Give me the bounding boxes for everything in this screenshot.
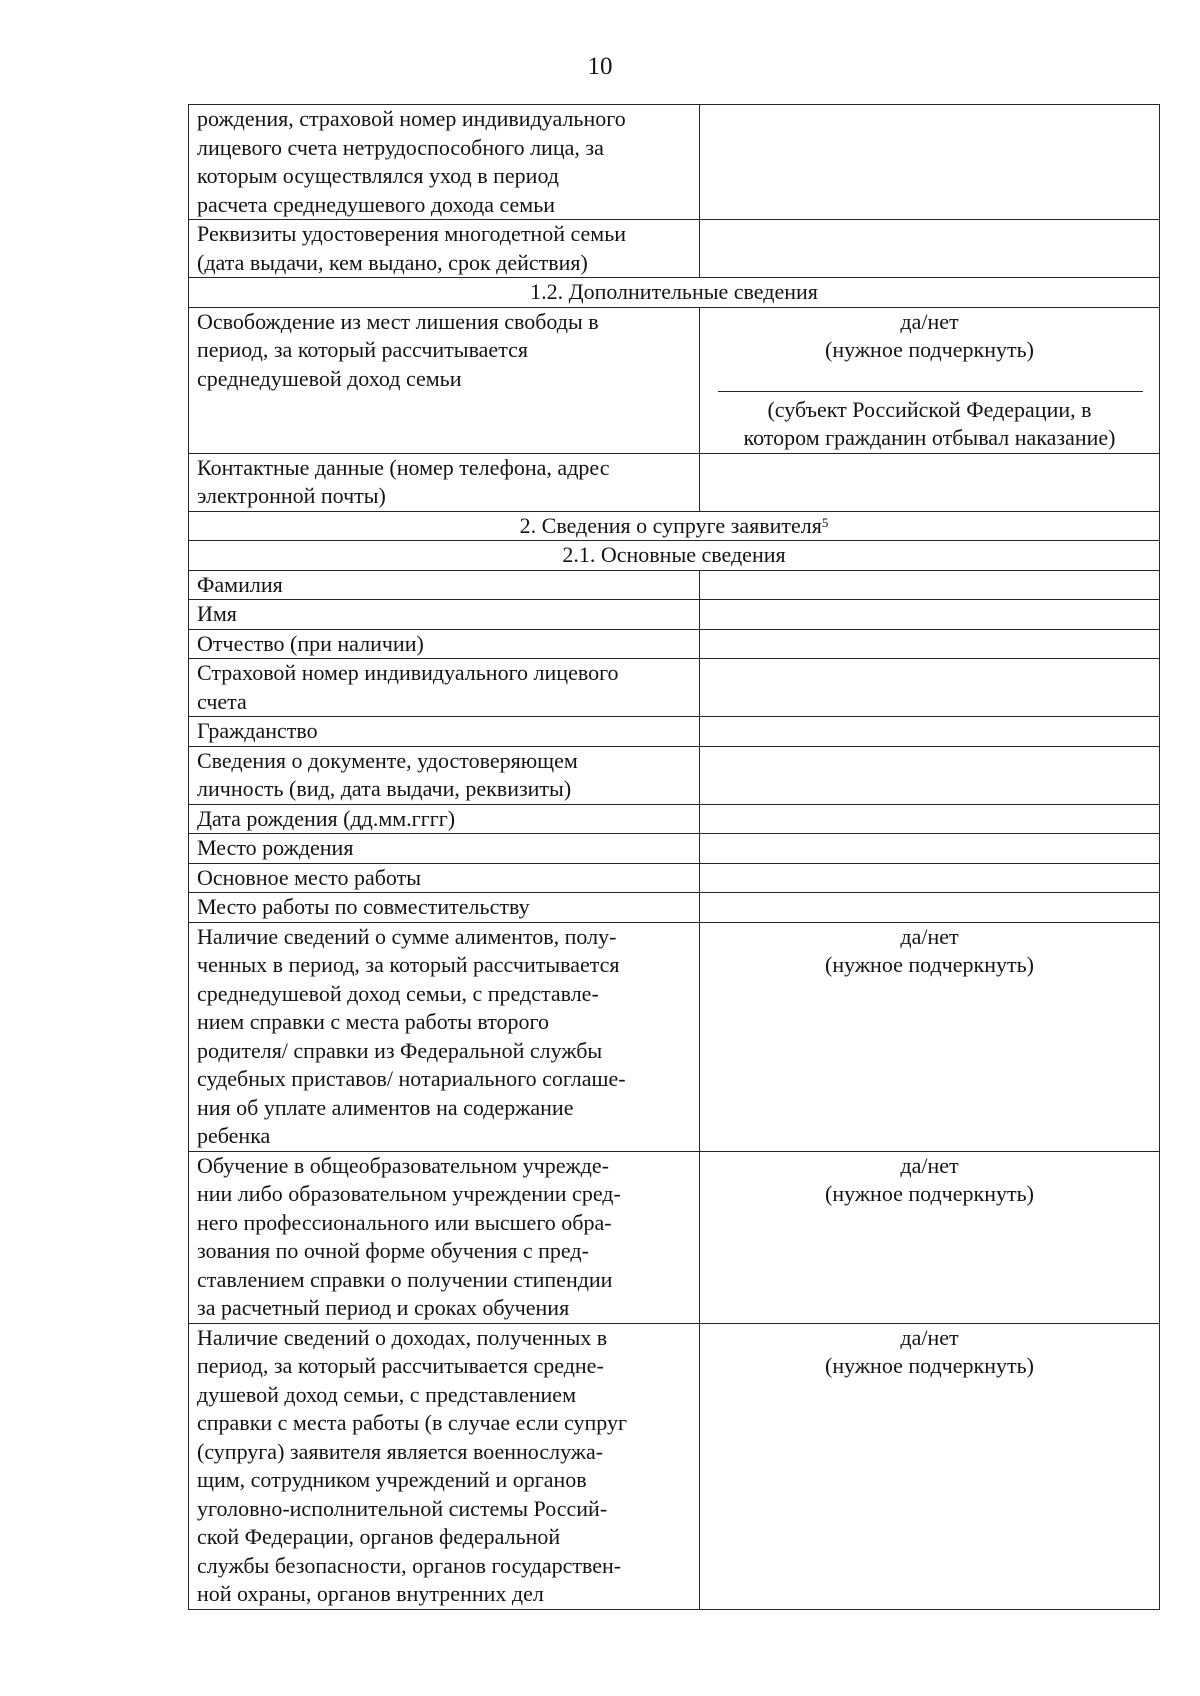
table-row bbox=[189, 863, 1160, 893]
value-cell-income-certificate bbox=[700, 1323, 1160, 1609]
footnote-marker: 5 bbox=[821, 514, 829, 530]
label-line: уголовно-исполнительной системы Россий- bbox=[197, 1495, 608, 1521]
label-line: среднедушевой доход семьи, с представле- bbox=[197, 980, 599, 1006]
yes-no-choice[interactable]: да/нет bbox=[900, 308, 959, 334]
page-number: 10 bbox=[587, 53, 613, 80]
section-heading-additional-info: 1.2. Дополнительные сведения bbox=[189, 278, 1160, 308]
value-cell-cared-person[interactable] bbox=[700, 105, 1160, 220]
label-line: Обучение в общеобразовательном учрежде- bbox=[197, 1152, 609, 1178]
yes-no-choice[interactable]: да/нет bbox=[900, 1152, 959, 1178]
label-line: Наличие сведений о доходах, полученных в bbox=[197, 1324, 608, 1350]
underline-hint: (нужное подчеркнуть) bbox=[825, 952, 1034, 977]
row-label-birth-date: Дата рождения (дд.мм.гггг) bbox=[189, 804, 700, 834]
label-line: зования по очной форме обучения с пред- bbox=[197, 1238, 589, 1263]
label-line: лицевого счета нетрудоспособного лица, за bbox=[197, 134, 604, 160]
row-label-contact-details bbox=[189, 453, 700, 511]
table-row bbox=[189, 804, 1160, 834]
row-label-identity-document bbox=[189, 746, 700, 804]
value-cell-alimony bbox=[700, 922, 1160, 1151]
table-row bbox=[189, 717, 1160, 747]
label-line: ной охраны, органов внутренних дел bbox=[197, 1581, 544, 1606]
label-line: Страховой номер индивидуального лицевого bbox=[197, 660, 619, 685]
table-row bbox=[189, 922, 1160, 1151]
value-cell-full-time-study bbox=[700, 1151, 1160, 1323]
label-line: рождения, страховой номер индивидуального bbox=[197, 106, 626, 131]
row-label-large-family-certificate bbox=[189, 220, 700, 278]
value-cell-identity-document[interactable] bbox=[700, 746, 1160, 804]
label-line: (дата выдачи, кем выдано, срок действия) bbox=[197, 249, 588, 275]
row-label-birth-place: Место рождения bbox=[189, 834, 700, 864]
label-line: ребенка bbox=[197, 1123, 271, 1148]
table-row bbox=[189, 629, 1160, 659]
table-row bbox=[189, 1151, 1160, 1323]
value-cell-citizenship[interactable] bbox=[700, 717, 1160, 747]
underline-hint: (нужное подчеркнуть) bbox=[825, 1181, 1034, 1206]
fill-in-line[interactable] bbox=[718, 391, 1143, 392]
underline-hint: (нужное подчеркнуть) bbox=[825, 337, 1034, 362]
row-label-alimony bbox=[189, 922, 700, 1151]
label-line: ния об уплате алиментов на содержание bbox=[197, 1094, 574, 1120]
value-cell-snils[interactable] bbox=[700, 659, 1160, 717]
label-line: нием справки с места работы второго bbox=[197, 1009, 549, 1034]
value-cell-release-from-prison bbox=[700, 307, 1160, 453]
label-line: счета bbox=[197, 688, 247, 714]
table-row bbox=[189, 220, 1160, 278]
table-row bbox=[189, 1323, 1160, 1609]
row-label-snils bbox=[189, 659, 700, 717]
label-line: судебных приставов/ нотариального соглаше- bbox=[197, 1066, 626, 1091]
table-row bbox=[189, 105, 1160, 220]
label-line: Наличие сведений о сумме алиментов, полу- bbox=[197, 923, 617, 949]
label-line: Реквизиты удостоверения многодетной семьи bbox=[197, 221, 626, 246]
label-line: него профессионального или высшего обра- bbox=[197, 1209, 612, 1235]
section-row bbox=[189, 541, 1160, 571]
row-label-secondary-workplace: Место работы по совместительству bbox=[189, 893, 700, 923]
value-cell-patronymic[interactable] bbox=[700, 629, 1160, 659]
yes-no-choice[interactable]: да/нет bbox=[900, 923, 959, 949]
value-cell-birth-place[interactable] bbox=[700, 834, 1160, 864]
label-line: Контактные данные (номер телефона, адрес bbox=[197, 454, 610, 480]
table-row bbox=[189, 453, 1160, 511]
label-line: справки с места работы (в случае если супруг bbox=[197, 1410, 627, 1435]
label-line: период, за который рассчитывается bbox=[197, 337, 528, 362]
yes-no-choice[interactable]: да/нет bbox=[900, 1324, 959, 1350]
label-line: за расчетный период и сроках обучения bbox=[197, 1295, 570, 1320]
row-label-cared-person bbox=[189, 105, 700, 220]
label-line: ставлением справки о получении стипендии bbox=[197, 1266, 613, 1292]
label-line: среднедушевой доход семьи bbox=[197, 365, 462, 391]
label-line: личность (вид, дата выдачи, реквизиты) bbox=[197, 776, 572, 801]
region-caption: (субъект Российской Федерации, в bbox=[767, 396, 1092, 422]
row-label-full-time-study bbox=[189, 1151, 700, 1323]
label-line: период, за который рассчитывается средне- bbox=[197, 1353, 604, 1378]
value-cell-secondary-workplace[interactable] bbox=[700, 893, 1160, 923]
row-label-main-workplace: Основное место работы bbox=[189, 863, 700, 893]
label-line: щим, сотрудником учреждений и органов bbox=[197, 1467, 587, 1492]
label-line: электронной почты) bbox=[197, 483, 386, 508]
section-row bbox=[189, 278, 1160, 308]
region-caption: котором гражданин отбывал наказание) bbox=[743, 425, 1116, 450]
label-line: родителя/ справки из Федеральной службы bbox=[197, 1037, 603, 1063]
section-row bbox=[189, 511, 1160, 541]
value-cell-contact-details[interactable] bbox=[700, 453, 1160, 511]
row-label-name: Имя bbox=[189, 600, 700, 630]
row-label-patronymic: Отчество (при наличии) bbox=[189, 629, 700, 659]
label-line: ской Федерации, органов федеральной bbox=[197, 1524, 561, 1549]
value-cell-surname[interactable] bbox=[700, 570, 1160, 600]
label-line: ченных в период, за который рассчитывается bbox=[197, 952, 620, 977]
value-cell-large-family-certificate[interactable] bbox=[700, 220, 1160, 278]
label-line: службы безопасности, органов государствен- bbox=[197, 1552, 622, 1578]
table-row bbox=[189, 834, 1160, 864]
table-row bbox=[189, 307, 1160, 453]
table-row bbox=[189, 659, 1160, 717]
value-cell-main-workplace[interactable] bbox=[700, 863, 1160, 893]
row-label-release-from-prison bbox=[189, 307, 700, 453]
row-label-citizenship: Гражданство bbox=[189, 717, 700, 747]
table-row bbox=[189, 570, 1160, 600]
table-row bbox=[189, 746, 1160, 804]
section-heading-spouse-info bbox=[189, 511, 1160, 541]
label-line: Сведения о документе, удостоверяющем bbox=[197, 747, 578, 773]
section-heading-basic-info: 2.1. Основные сведения bbox=[189, 541, 1160, 571]
row-label-surname: Фамилия bbox=[189, 570, 700, 600]
label-line: Освобождение из мест лишения свободы в bbox=[197, 308, 599, 334]
row-label-income-certificate bbox=[189, 1323, 700, 1609]
application-form-table bbox=[188, 104, 1160, 1610]
label-line: (супруга) заявителя является военнослужа- bbox=[197, 1438, 604, 1464]
label-line: которым осуществлялся уход в период bbox=[197, 163, 560, 188]
label-line: нии либо образовательном учреждении сред- bbox=[197, 1181, 621, 1206]
label-line: расчета среднедушевого дохода семьи bbox=[197, 191, 556, 217]
table-row bbox=[189, 893, 1160, 923]
section-title: 2. Сведения о супруге заявителя bbox=[519, 512, 822, 538]
value-cell-name[interactable] bbox=[700, 600, 1160, 630]
value-cell-birth-date[interactable] bbox=[700, 804, 1160, 834]
table-row bbox=[189, 600, 1160, 630]
underline-hint: (нужное подчеркнуть) bbox=[825, 1353, 1034, 1378]
label-line: душевой доход семьи, с представлением bbox=[197, 1381, 576, 1407]
